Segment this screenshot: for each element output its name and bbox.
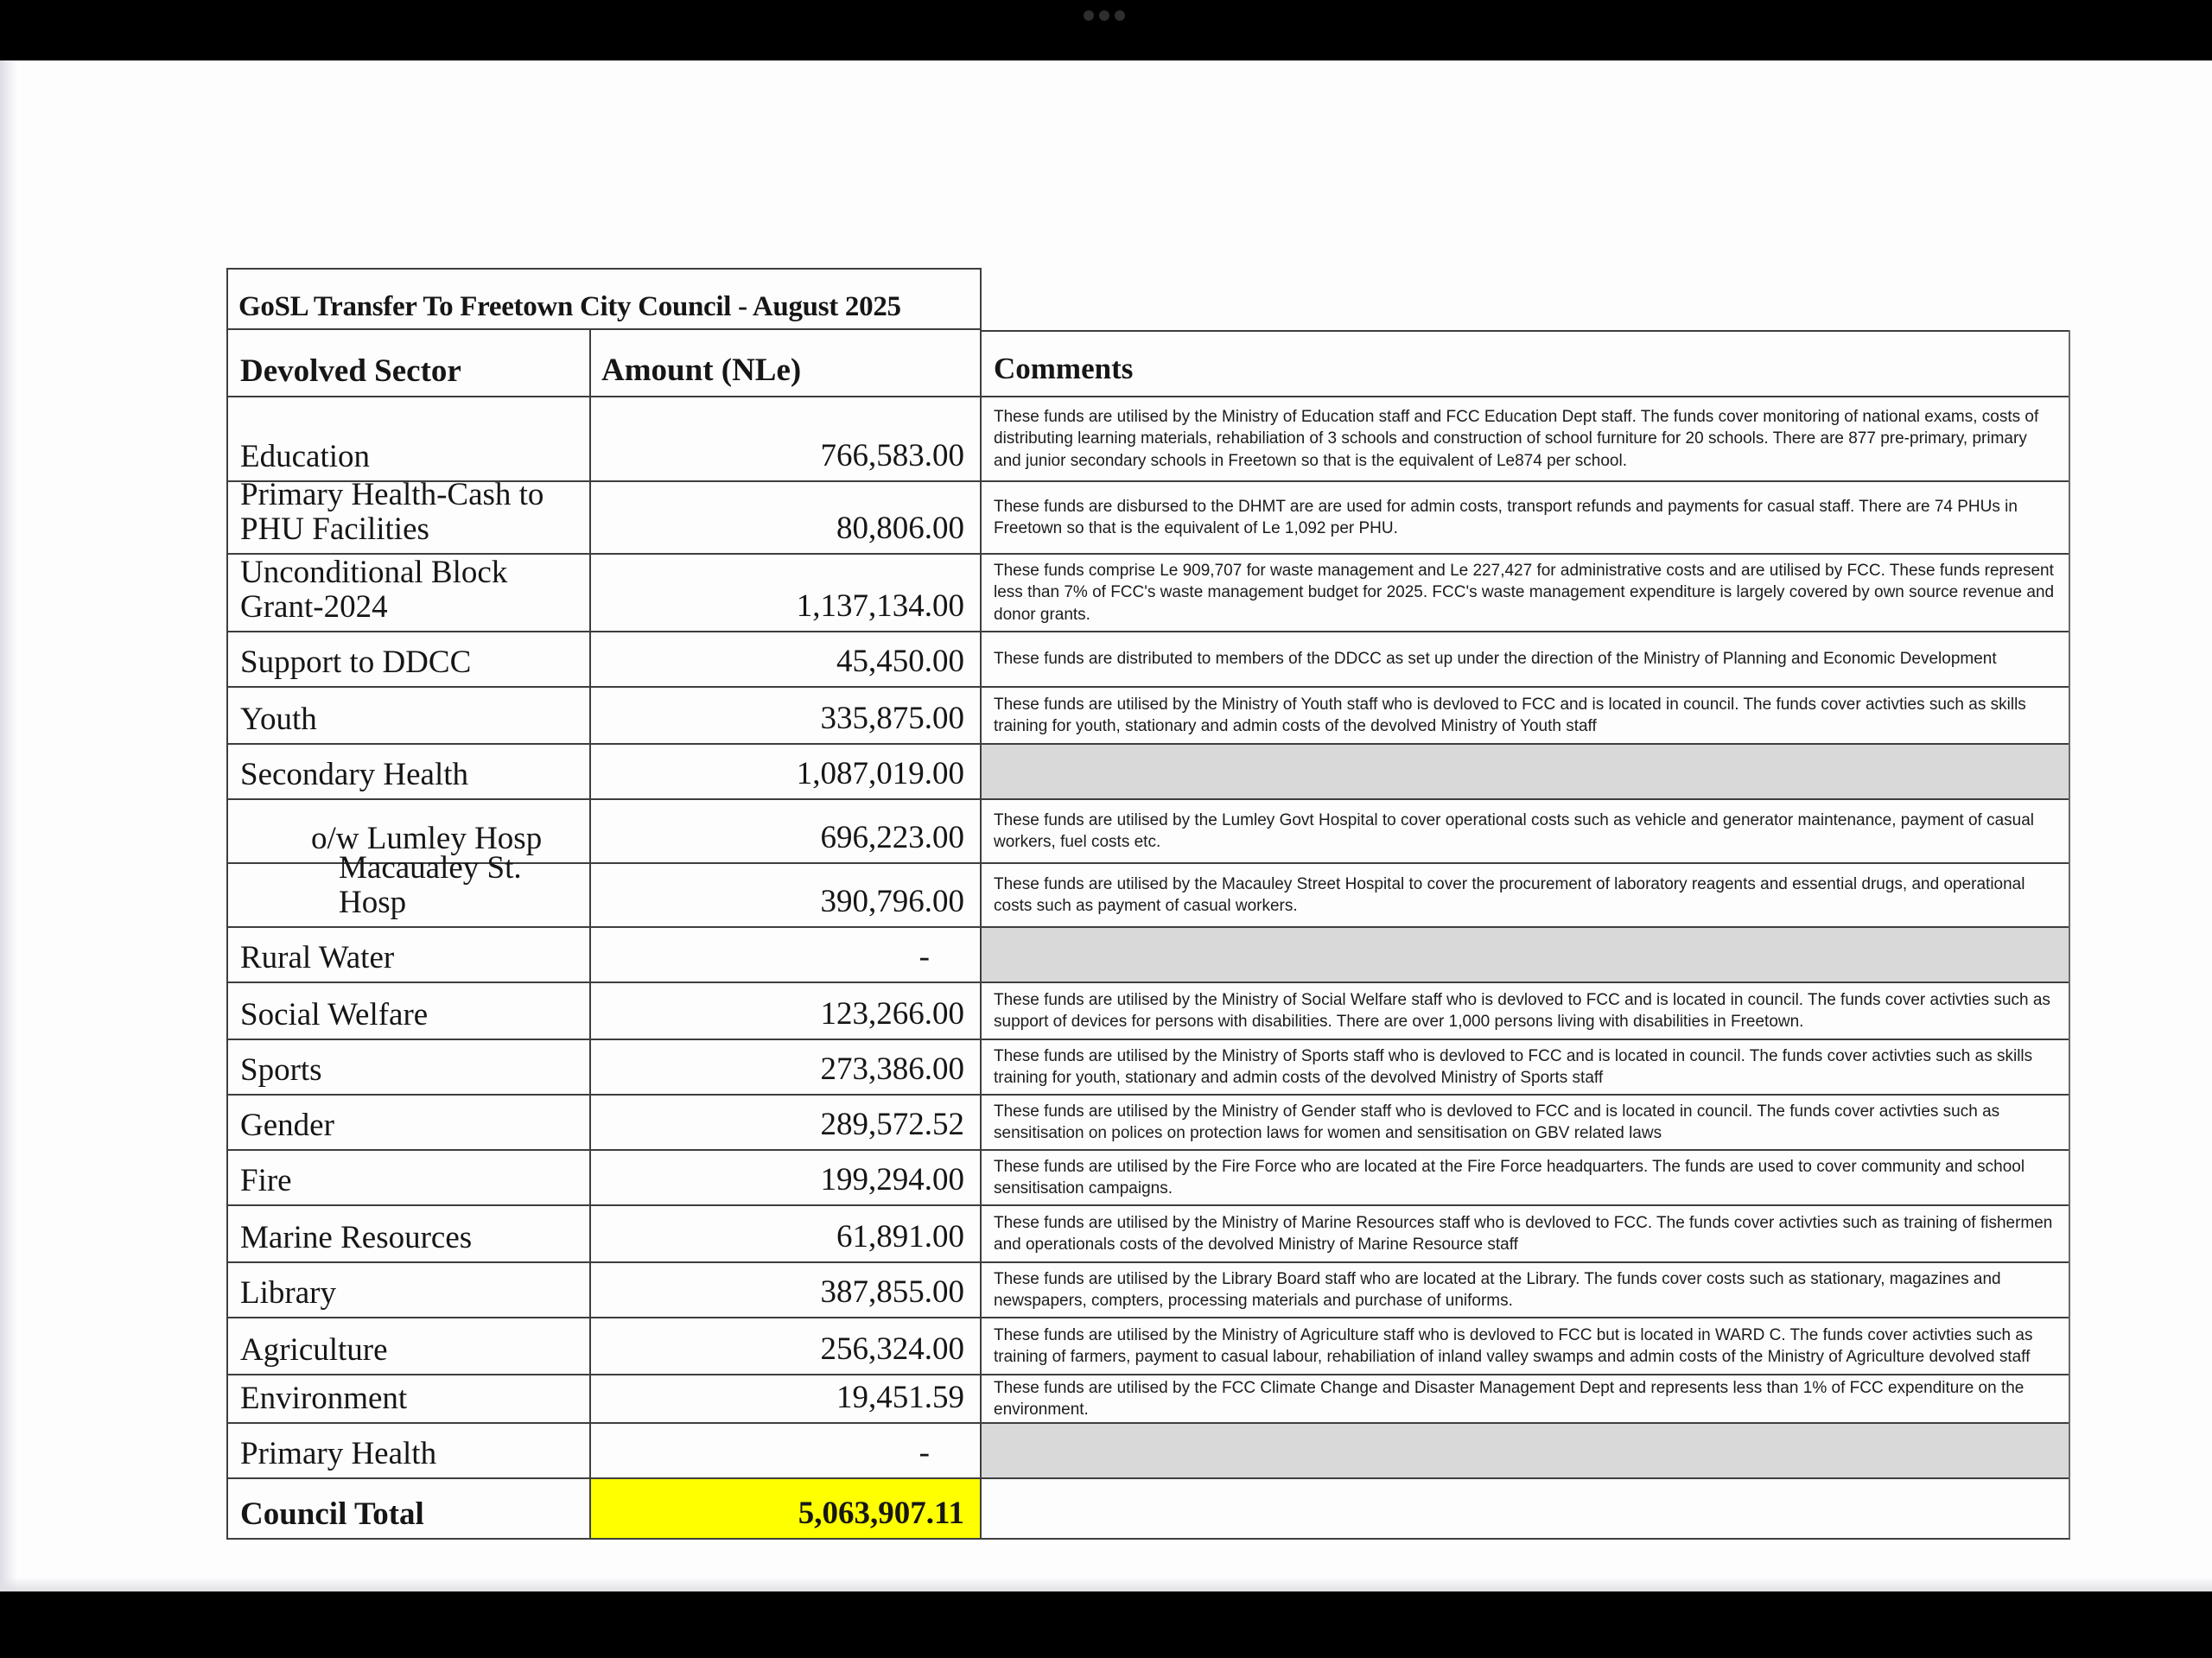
sector-cell: Social Welfare bbox=[228, 983, 591, 1039]
amount-cell: 199,294.00 bbox=[591, 1151, 982, 1204]
comment-cell: These funds are utilised by the FCC Climate Change and Disaster Management Dept and represents less than 1% of FCC expenditure on the environment. bbox=[994, 1378, 2024, 1419]
comment-cell: These funds are utilised by the Ministry of Gender staff who is devloved to FCC and is located in council. The funds cover activties such as sensitisation on polices on protection laws for women and sensitisation on GBV related laws bbox=[994, 1102, 2000, 1142]
sector-cell: o/w Lumley Hosp bbox=[228, 800, 591, 862]
comment-cell bbox=[982, 1424, 2069, 1477]
sector-cell: Sports bbox=[228, 1040, 591, 1094]
ellipsis-dot bbox=[1099, 10, 1109, 21]
table-row bbox=[228, 1040, 2069, 1096]
table-row bbox=[228, 745, 2069, 800]
amount-cell: 289,572.52 bbox=[591, 1096, 982, 1149]
amount-cell: 1,137,134.00 bbox=[591, 555, 982, 631]
table-row bbox=[228, 1318, 2069, 1375]
comment-cell: These funds are utilised by the Ministry of Marine Resources staff who is devloved to FCC. The funds cover activties such as training of fishermen and operationals costs of the devolved Ministry of Marine Resource staff bbox=[994, 1213, 2053, 1254]
amount-cell: 61,891.00 bbox=[591, 1206, 982, 1261]
amount-cell: - bbox=[591, 1424, 982, 1477]
sector-cell: Council Total bbox=[228, 1479, 591, 1538]
amount-cell: 273,386.00 bbox=[591, 1040, 982, 1094]
comment-cell: These funds are utilised by the Ministry of Education staff and FCC Education Dept staff. The funds cover monitoring of national exams, costs of distributing learning materials, rehabiliation of 3 schools and construction of school furniture for 20 schools. There are 877 pre-primary, primary and junior secondary schools in Freetown so that is the equivalent of Le874 per school. bbox=[994, 408, 2039, 470]
comment-cell: These funds are utilised by the Fire Force who are located at the Fire Force headquarters. The funds are used to cover community and school sensitisation campaigns. bbox=[994, 1157, 2025, 1197]
amount-cell: 123,266.00 bbox=[591, 983, 982, 1039]
sector-cell: Primary Health-Cash to PHU Facilities bbox=[228, 482, 591, 553]
comment-cell: These funds are distributed to members of the DDCC as set up under the direction of the Ministry of Planning and Economic Development bbox=[994, 650, 1997, 669]
sector-cell: Agriculture bbox=[228, 1318, 591, 1374]
comment-cell bbox=[982, 745, 2069, 798]
column-header-amount: Amount (NLe) bbox=[591, 330, 982, 396]
table-row bbox=[228, 1096, 2069, 1151]
amount-cell: 80,806.00 bbox=[591, 482, 982, 553]
page-edge-shadow bbox=[0, 60, 17, 1591]
sector-cell: Marine Resources bbox=[228, 1206, 591, 1261]
table-row bbox=[228, 688, 2069, 745]
sector-cell: Macaualey St. Hosp bbox=[228, 864, 591, 926]
amount-cell: 390,796.00 bbox=[591, 864, 982, 926]
table-total-row bbox=[228, 1479, 2069, 1538]
table-header-row bbox=[228, 330, 2069, 397]
amount-cell: 335,875.00 bbox=[591, 688, 982, 743]
sector-cell: Primary Health bbox=[228, 1424, 591, 1477]
column-header-comments: Comments bbox=[982, 330, 2069, 396]
sector-cell: Youth bbox=[228, 688, 591, 743]
table-row bbox=[228, 1151, 2069, 1206]
table-row bbox=[228, 1424, 2069, 1479]
sector-cell: Gender bbox=[228, 1096, 591, 1149]
comment-cell: These funds comprise Le 909,707 for waste management and Le 227,427 for administrative costs and are utilised by FCC. These funds represent less than 7% of FCC's waste management budget for 2025. FCC's waste management expenditure is largely covered by own source revenue and donor grants. bbox=[994, 562, 2055, 624]
amount-cell: 45,450.00 bbox=[591, 632, 982, 686]
table-row bbox=[228, 1263, 2069, 1318]
amount-cell: 696,223.00 bbox=[591, 800, 982, 862]
table-row bbox=[228, 477, 2069, 555]
comment-cell bbox=[982, 928, 2069, 981]
table-row bbox=[228, 632, 2069, 688]
table-grid bbox=[226, 330, 2070, 1540]
table-row bbox=[228, 1375, 2069, 1424]
ellipsis-dot bbox=[1115, 10, 1125, 21]
sector-cell: Library bbox=[228, 1263, 591, 1317]
column-header-devolved-sector: Devolved Sector bbox=[228, 330, 591, 396]
page-edge-shadow bbox=[0, 1578, 2212, 1591]
sector-cell: Rural Water bbox=[228, 928, 591, 981]
table-title: GoSL Transfer To Freetown City Council - August 2025 bbox=[226, 268, 982, 330]
more-options-icon[interactable] bbox=[1084, 10, 1135, 22]
table-row bbox=[228, 928, 2069, 983]
table-row bbox=[228, 555, 2069, 632]
sector-cell: Support to DDCC bbox=[228, 632, 591, 686]
comment-cell: These funds are utilised by the Library Board staff who are located at the Library. The funds cover costs such as stationary, magazines and newspapers, compters, processing materials and purchase of uniforms. bbox=[994, 1269, 2001, 1310]
comment-cell bbox=[982, 1479, 2069, 1538]
amount-cell: 1,087,019.00 bbox=[591, 745, 982, 798]
table-row bbox=[228, 850, 2069, 928]
comment-cell: These funds are utilised by the Macauley Street Hospital to cover the procurement of laboratory reagents and essential drugs, and operational costs such as payment of casual workers. bbox=[994, 874, 2025, 915]
comment-cell: These funds are utilised by the Ministry of Agriculture staff who is devloved to FCC but is located in WARD C. The funds cover activties such as training of farmers, payment to casual labour, rehabiliation of inland valley swamps and admin costs of the Ministry of Agriculture devolved staff bbox=[994, 1325, 2033, 1366]
top-letterbox-bar bbox=[0, 0, 2212, 60]
amount-cell: 766,583.00 bbox=[591, 397, 982, 480]
table-row bbox=[228, 397, 2069, 482]
amount-cell: 5,063,907.11 bbox=[591, 1479, 982, 1538]
amount-cell: - bbox=[591, 928, 982, 981]
amount-cell: 387,855.00 bbox=[591, 1263, 982, 1317]
table-row bbox=[228, 983, 2069, 1040]
ellipsis-dot bbox=[1084, 10, 1094, 21]
sector-cell: Fire bbox=[228, 1151, 591, 1204]
sector-cell: Secondary Health bbox=[228, 745, 591, 798]
bottom-letterbox-bar bbox=[0, 1591, 2212, 1658]
sector-cell: Environment bbox=[228, 1375, 591, 1422]
amount-cell: 19,451.59 bbox=[591, 1375, 982, 1422]
sector-cell: Education bbox=[228, 397, 591, 480]
sector-cell: Unconditional Block Grant-2024 bbox=[228, 555, 591, 631]
amount-cell: 256,324.00 bbox=[591, 1318, 982, 1374]
comment-cell: These funds are utilised by the Ministry of Youth staff who is devloved to FCC and is located in council. The funds cover activties such as skills training for youth, stationary and admin costs of the devolved Ministry of Youth staff bbox=[994, 695, 2026, 735]
comment-cell: These funds are disbursed to the DHMT are are used for admin costs, transport refunds and payments for casual staff. There are 74 PHUs in Freetown so that is the equivalent of Le 1,092 per PHU. bbox=[994, 497, 2018, 537]
scanned-document-page bbox=[0, 60, 2212, 1591]
table-row bbox=[228, 1206, 2069, 1263]
comment-cell: These funds are utilised by the Lumley Govt Hospital to cover operational costs such as vehicle and generator maintenance, payment of casual workers, fuel costs etc. bbox=[994, 810, 2035, 851]
comment-cell: These funds are utilised by the Ministry of Sports staff who is devloved to FCC and is located in council. The funds cover activties such as skills training for youth, stationary and admin costs of the devolved Ministry of Sports staff bbox=[994, 1046, 2033, 1087]
comment-cell: These funds are utilised by the Ministry of Social Welfare staff who is devloved to FCC and is located in council. The funds cover activties such as support of devices for persons with disabilities. There are over 1,000 persons living with disabilities in Freetown. bbox=[994, 990, 2050, 1031]
